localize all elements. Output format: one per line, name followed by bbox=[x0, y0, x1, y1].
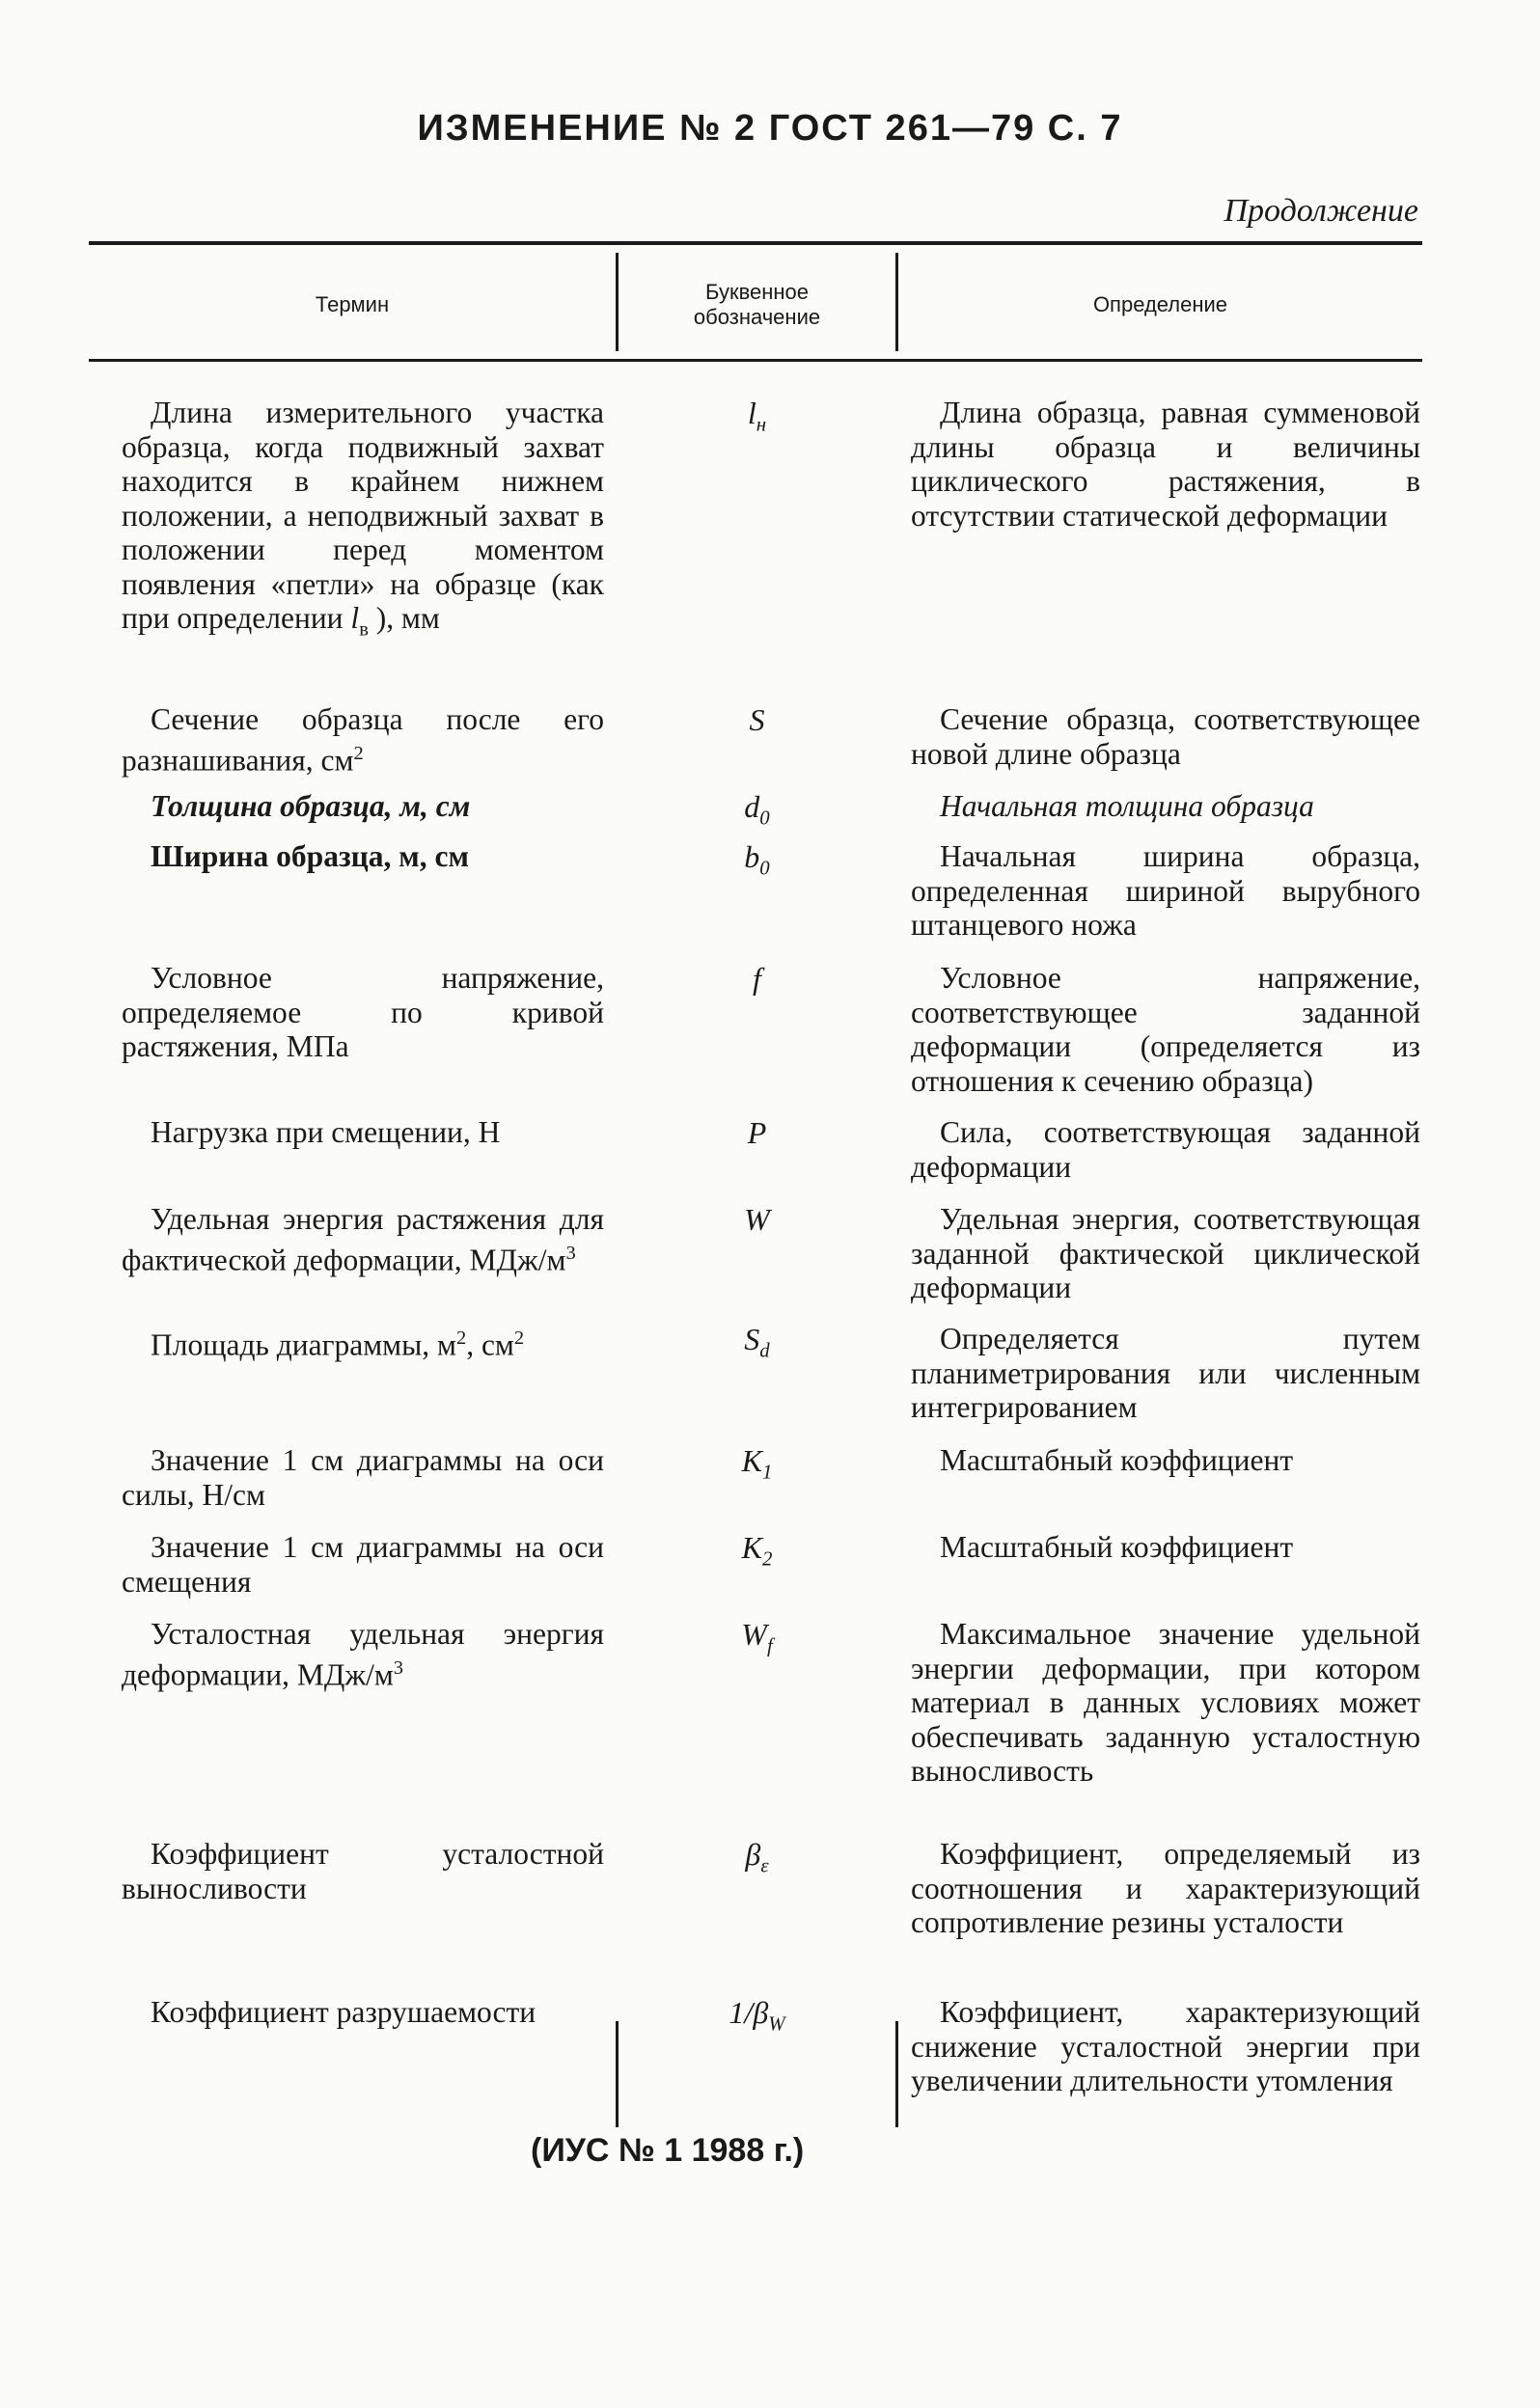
definition-cell: Максимальное значение удельной энергии деформации, при котором материал в данных условиях может обеспечивать заданную усталостную выносливость bbox=[911, 1617, 1420, 1788]
symbol-cell: $b_0$ bbox=[744, 839, 770, 880]
term-cell: Значение 1 см диаграммы на оси силы, Н/см bbox=[122, 1443, 604, 1512]
symbol-cell: $1/\beta_W$ bbox=[729, 1995, 785, 2036]
symbol-cell: W bbox=[744, 1202, 770, 1237]
definition-cell: Удельная энергия, соответствующая заданной фактической циклической деформации bbox=[911, 1202, 1420, 1304]
definition-cell: Коэффициент, определяемый из соотношения и характеризующий сопротивление резины усталости bbox=[911, 1837, 1420, 1939]
term-cell: Значение 1 см диаграммы на оси смещения bbox=[122, 1530, 604, 1599]
symbol-cell: $W_f$ bbox=[741, 1617, 773, 1657]
term-cell: Ширина образца, м, см bbox=[151, 839, 469, 873]
term-cell: Коэффициент разрушаемости bbox=[151, 1995, 536, 2029]
bottom-divider-2 bbox=[895, 2021, 898, 2127]
term-cell: Нагрузка при смещении, Н bbox=[151, 1115, 501, 1149]
term-cell: Длина измерительного участка образца, когда подвижный захват находится в крайнем нижнем положении, а неподвижный захват в положении перед моментом появления «петли» на образце (как при определении $l_в$ ), мм bbox=[122, 396, 604, 641]
definition-cell: Масштабный коэффициент bbox=[940, 1443, 1294, 1477]
symbol-cell: $l_н$ bbox=[747, 396, 767, 436]
definition-cell: Начальная ширина образца, определенная шириной вырубного штанцевого ножа bbox=[911, 839, 1420, 942]
definition-cell: Начальная толщина образца bbox=[940, 789, 1314, 823]
symbol-cell: P bbox=[747, 1115, 767, 1150]
symbol-cell: $K_2$ bbox=[741, 1530, 773, 1571]
term-cell: Сечение образца после его разнашивания, $см^2$ bbox=[122, 702, 604, 777]
column-header-symbol: Буквенное обозначение bbox=[693, 280, 821, 329]
term-cell: Толщина образца, м, см bbox=[151, 789, 471, 823]
definition-cell: Коэффициент, характеризующий снижение усталостной энергии при увеличении длительности утомления bbox=[911, 1995, 1420, 2097]
definition-cell: Условное напряжение, соответствующее заданной деформации (определяется из отношения к сечению образца) bbox=[911, 961, 1420, 1098]
symbol-cell: f bbox=[753, 961, 761, 996]
table-top-rule bbox=[89, 241, 1422, 245]
table-header-rule bbox=[89, 359, 1422, 362]
continuation-label: Продолжение bbox=[1224, 193, 1418, 229]
term-cell: Удельная энергия растяжения для фактической деформации, МДж/$м^3$ bbox=[122, 1202, 604, 1276]
term-cell: Усталостная удельная энергия деформации, МДж/$м^3$ bbox=[122, 1617, 604, 1691]
term-cell: Коэффициент усталостной выносливости bbox=[122, 1837, 604, 1905]
definition-cell: Сила, соответствующая заданной деформации bbox=[911, 1115, 1420, 1184]
term-cell: Площадь диаграммы, $м^2$, $см^2$ bbox=[151, 1327, 525, 1362]
definition-cell: Масштабный коэффициент bbox=[940, 1530, 1294, 1564]
bottom-divider-1 bbox=[616, 2021, 619, 2127]
definition-cell: Определяется путем планиметрирования или численным интегрированием bbox=[911, 1322, 1420, 1424]
definition-cell: Длина образца, равная сумменовой длины образца и величины циклического растяжения, в отсутствии статической деформации bbox=[911, 396, 1420, 533]
definition-cell: Сечение образца, соответствующее новой длине образца bbox=[911, 702, 1420, 771]
page-title: ИЗМЕНЕНИЕ № 2 ГОСТ 261—79 С. 7 bbox=[417, 108, 1123, 149]
column-header-term: Термин bbox=[315, 292, 390, 316]
term-cell: Условное напряжение, определяемое по кривой растяжения, МПа bbox=[122, 961, 604, 1063]
symbol-cell: $\beta_\varepsilon$ bbox=[745, 1837, 769, 1877]
symbol-cell: S bbox=[749, 702, 765, 737]
column-header-definition: Определение bbox=[1092, 292, 1228, 316]
symbol-cell: $S_d$ bbox=[744, 1322, 770, 1362]
symbol-cell: $K_1$ bbox=[741, 1443, 773, 1484]
symbol-cell: $d_0$ bbox=[744, 789, 770, 830]
amendment-reference: (ИУС № 1 1988 г.) bbox=[531, 2132, 805, 2169]
